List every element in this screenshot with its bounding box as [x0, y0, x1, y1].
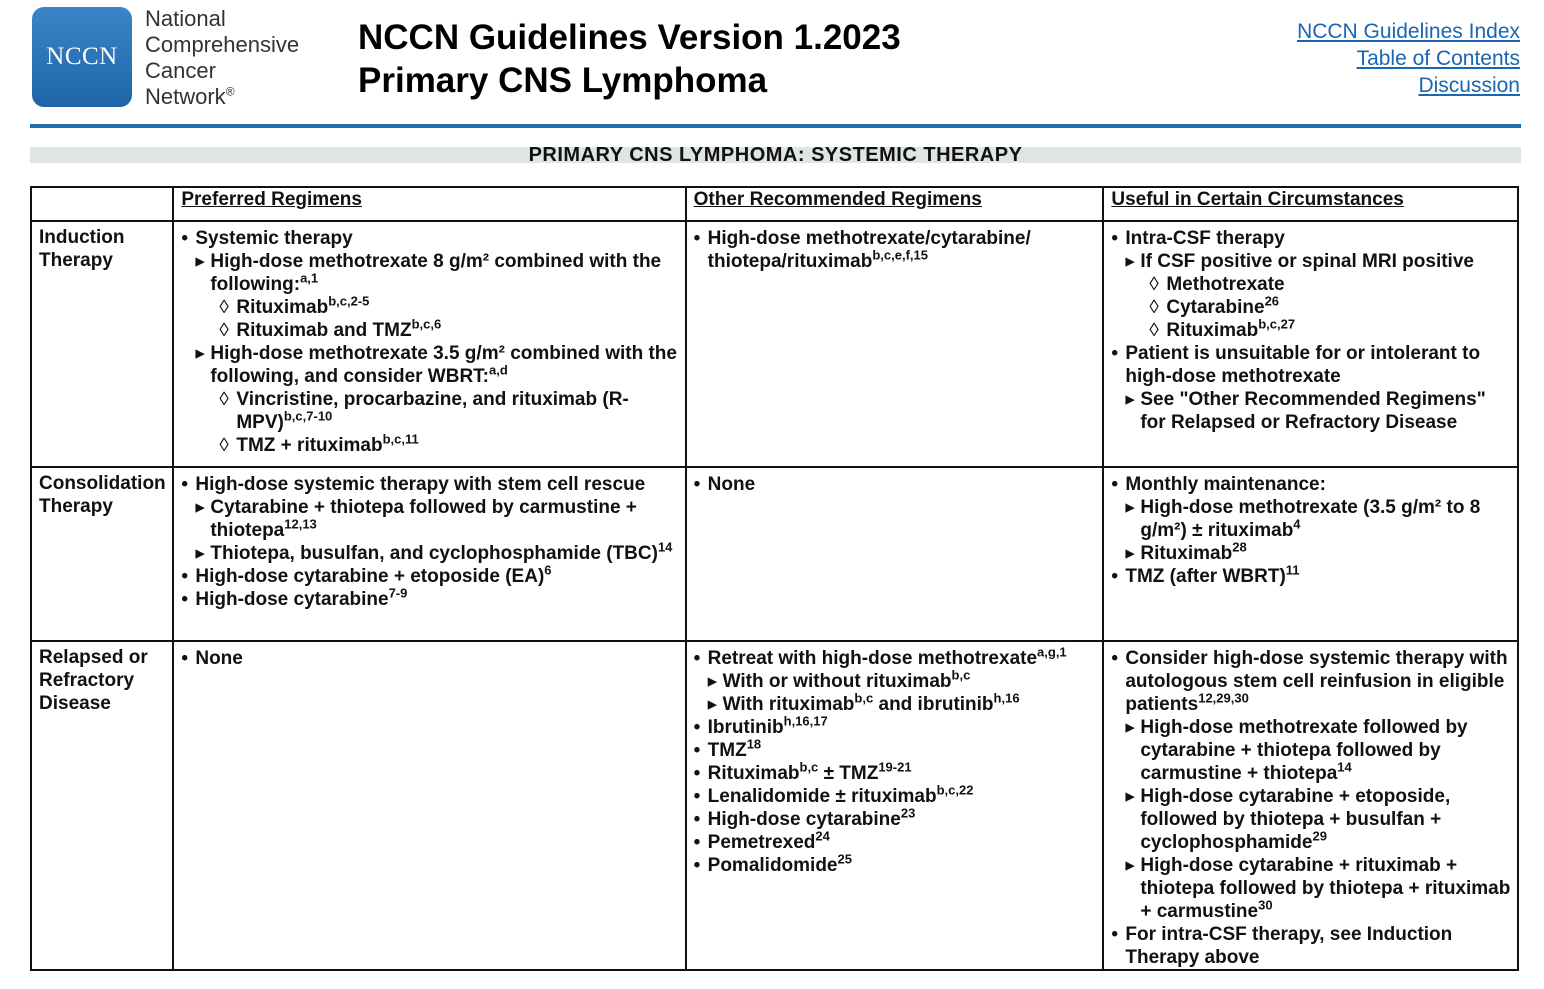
- logo-text: NCCN: [46, 43, 118, 70]
- sub-bullet-item: ▸ High-dose methotrexate followed by cytarabine + thiotepa followed by carmustine + thiotepa$^{14}$: [1125, 716, 1511, 785]
- sub-sub-bullet-item: ◊ Vincristine, procarbazine, and rituximab $(R-MPV)^{b,c,7-10}$: [219, 388, 678, 434]
- sub-sub-bullet-item: ◊ Rituximab and TMZ$^{b,c,6}$: [219, 319, 678, 342]
- bullet-item: • Consider high-dose systemic therapy with autologous stem cell reinfusion in eligible patients$^{12,29,30}$: [1111, 647, 1511, 716]
- discussion-link[interactable]: Discussion: [1418, 74, 1520, 97]
- page-header: [0, 0, 1544, 130]
- cell-other-recommended: [686, 221, 1104, 467]
- footnote-ref: b,c: [951, 667, 971, 683]
- sub-bullet-item: ▸ High-dose cytarabine + rituximab + thiotepa followed by thiotepa + rituximab + carmustine$^{30}$: [1125, 854, 1511, 923]
- org-line: Network®: [145, 84, 235, 109]
- org-line: National: [145, 6, 226, 31]
- registered-mark: ®: [225, 84, 235, 99]
- bullet-item: • TMZ (after WBRT)$^{11}$: [1111, 565, 1511, 588]
- cell-useful-in-certain-circumstances: [1103, 467, 1518, 641]
- sub-bullet-item: ▸ Thiotepa, busulfan, and cyclophosphamide (TBC)$^{14}$: [195, 542, 678, 565]
- cell-preferred: [173, 641, 685, 970]
- footnote-ref: 18: [746, 736, 762, 752]
- footnote-ref: b,c,e,f,15: [872, 247, 928, 263]
- footnote-ref: 14: [657, 539, 673, 555]
- bullet-item: • Pemetrexed$^{24}$: [694, 831, 1097, 854]
- bullet-item: • High-dose cytarabine$^{7-9}$: [181, 588, 678, 611]
- footnote-ref: 6: [544, 562, 552, 578]
- cell-useful-in-certain-circumstances: [1103, 641, 1518, 970]
- footnote-ref: 11: [1285, 562, 1300, 578]
- bullet-item: • Pomalidomide$^{25}$: [694, 854, 1097, 877]
- bullet-item: • High-dose systemic therapy with stem cell rescue: [181, 473, 678, 496]
- footnote-ref: 30: [1258, 897, 1273, 913]
- table-row: [31, 221, 1518, 467]
- footnote-ref: 23: [900, 805, 916, 821]
- sub-bullet-item: ▸ High-dose methotrexate (3.5 g/m² to 8 g/m²) ± rituximab$^4$: [1125, 496, 1511, 542]
- footnote-ref: 28: [1232, 539, 1247, 555]
- bullet-item: • Lenalidomide ± rituximab$^{b,c,22}$: [694, 785, 1097, 808]
- sub-sub-bullet-item: ◊ Cytarabine$^{26}$: [1149, 296, 1511, 319]
- section-title: PRIMARY CNS LYMPHOMA: SYSTEMIC THERAPY: [528, 144, 1023, 166]
- cell-preferred: [173, 467, 685, 641]
- sub-bullet-item: ▸ With or without rituximab$^{b,c}$: [708, 670, 1097, 693]
- bullet-item: • None: [181, 647, 678, 670]
- table-row: [31, 641, 1518, 970]
- footnote-ref: a,d: [489, 362, 508, 378]
- bullet-item: • Rituximab$^{b,c}$ ± $TMZ^{19-21}$: [694, 762, 1097, 785]
- row-label: Induction Therapy: [31, 221, 173, 467]
- systemic-therapy-table: [30, 186, 1519, 971]
- footnote-ref: h,16: [993, 690, 1020, 706]
- footnote-ref: b,c,11: [382, 431, 419, 447]
- sub-bullet-item: ▸ Rituximab$^{28}$: [1125, 542, 1511, 565]
- header-preferred-regimens: Preferred Regimens: [173, 187, 685, 221]
- bullet-item: • Intra-CSF therapy: [1111, 227, 1511, 250]
- footnote-ref: 19-21: [878, 759, 912, 775]
- sub-bullet-item: ▸ With rituximab$^{b,c}$ and ibrutinib$^{h,16}$: [708, 693, 1097, 716]
- cell-other-recommended: [686, 467, 1104, 641]
- footnote-ref: b,c: [854, 690, 874, 706]
- footnote-ref: h,16,17: [783, 713, 828, 729]
- table-of-contents-link[interactable]: Table of Contents: [1356, 47, 1520, 70]
- footnote-ref: b,c,27: [1258, 316, 1296, 332]
- sub-sub-bullet-item: ◊ Rituximab$^{b,c,2-5}$: [219, 296, 678, 319]
- row-label: Consolidation Therapy: [31, 467, 173, 641]
- footnote-ref: b,c,6: [411, 316, 442, 332]
- footnote-ref: 24: [815, 828, 830, 844]
- footnote-ref: b,c,7-10: [283, 408, 333, 424]
- footnote-ref: 29: [1312, 828, 1327, 844]
- header-nav-links: [1297, 18, 1520, 99]
- bullet-item: • None: [694, 473, 1097, 496]
- bullet-item: • Retreat with high-dose methotrexate$^{a,g,1}$: [694, 647, 1097, 670]
- bullet-item: • Patient is unsuitable for or intolerant to high-dose methotrexate: [1111, 342, 1511, 388]
- footnote-ref: 12,13: [284, 516, 317, 532]
- header-useful-in-certain-circumstances: Useful in Certain Circumstances: [1103, 187, 1518, 221]
- nccn-logo: [32, 7, 132, 107]
- header-divider: [30, 124, 1521, 128]
- sub-bullet-item: ▸ High-dose methotrexate 8 g/m² combined with the following:$^{a,1}$: [195, 250, 678, 296]
- sub-bullet-item: ▸ See "Other Recommended Regimens" for Relapsed or Refractory Disease: [1125, 388, 1511, 434]
- bullet-item: • Ibrutinib$^{h,16,17}$: [694, 716, 1097, 739]
- sub-sub-bullet-item: ◊ Rituximab$^{b,c,27}$: [1149, 319, 1511, 342]
- title-line-2: Primary CNS Lymphoma: [358, 61, 768, 100]
- org-line: Cancer: [145, 58, 216, 83]
- footnote-ref: b,c: [799, 759, 819, 775]
- cell-useful-in-certain-circumstances: [1103, 221, 1518, 467]
- page-title: [358, 16, 901, 102]
- footnote-ref: 14: [1337, 759, 1352, 775]
- sub-bullet-item: ▸ High-dose methotrexate 3.5 g/m² combined with the following, and consider WBRT:$^{a,d}$: [195, 342, 678, 388]
- footnote-ref: 25: [837, 851, 852, 867]
- cell-preferred: [173, 221, 685, 467]
- title-line-1: NCCN Guidelines Version 1.2023: [358, 18, 901, 57]
- table-header-row: [31, 187, 1518, 221]
- bullet-item: • High-dose cytarabine$^{23}$: [694, 808, 1097, 831]
- sub-bullet-item: ▸ Cytarabine + thiotepa followed by carmustine + thiotepa$^{12,13}$: [195, 496, 678, 542]
- footnote-ref: 26: [1264, 293, 1280, 309]
- guidelines-index-link[interactable]: NCCN Guidelines Index: [1297, 20, 1520, 43]
- sub-sub-bullet-item: ◊ TMZ + rituximab$^{b,c,11}$: [219, 434, 678, 457]
- bullet-item: • Systemic therapy: [181, 227, 678, 250]
- sub-bullet-item: ▸ If CSF positive or spinal MRI positive: [1125, 250, 1511, 273]
- header-cell-empty: [31, 187, 173, 221]
- footnote-ref: b,c,2-5: [328, 293, 370, 309]
- bullet-item: • TMZ$^{18}$: [694, 739, 1097, 762]
- footnote-ref: 7-9: [388, 585, 408, 601]
- org-line: Comprehensive: [145, 32, 300, 57]
- footnote-ref: 4: [1293, 516, 1301, 532]
- table-row: [31, 467, 1518, 641]
- footnote-ref: a,1: [300, 270, 319, 286]
- row-label: Relapsed or Refractory Disease: [31, 641, 173, 970]
- header-other-recommended-regimens: Other Recommended Regimens: [686, 187, 1104, 221]
- organization-name: [145, 6, 299, 110]
- bullet-item: • High-dose methotrexate/cytarabine/ thiotepa/rituximab$^{b,c,e,f,15}$: [694, 227, 1097, 273]
- bullet-item: • For intra-CSF therapy, see Induction Therapy above: [1111, 923, 1511, 969]
- footnote-ref: b,c,22: [936, 782, 974, 798]
- footnote-ref: a,g,1: [1037, 644, 1067, 660]
- sub-bullet-item: ▸ High-dose cytarabine + etoposide, followed by thiotepa + busulfan + cyclophosphamide$^{29}$: [1125, 785, 1511, 854]
- footnote-ref: 12,29,30: [1198, 690, 1249, 706]
- bullet-item: • High-dose cytarabine + etoposide (EA)$^6$: [181, 565, 678, 588]
- cell-other-recommended: [686, 641, 1104, 970]
- bullet-item: • Monthly maintenance:: [1111, 473, 1511, 496]
- sub-sub-bullet-item: ◊ Methotrexate: [1149, 273, 1511, 296]
